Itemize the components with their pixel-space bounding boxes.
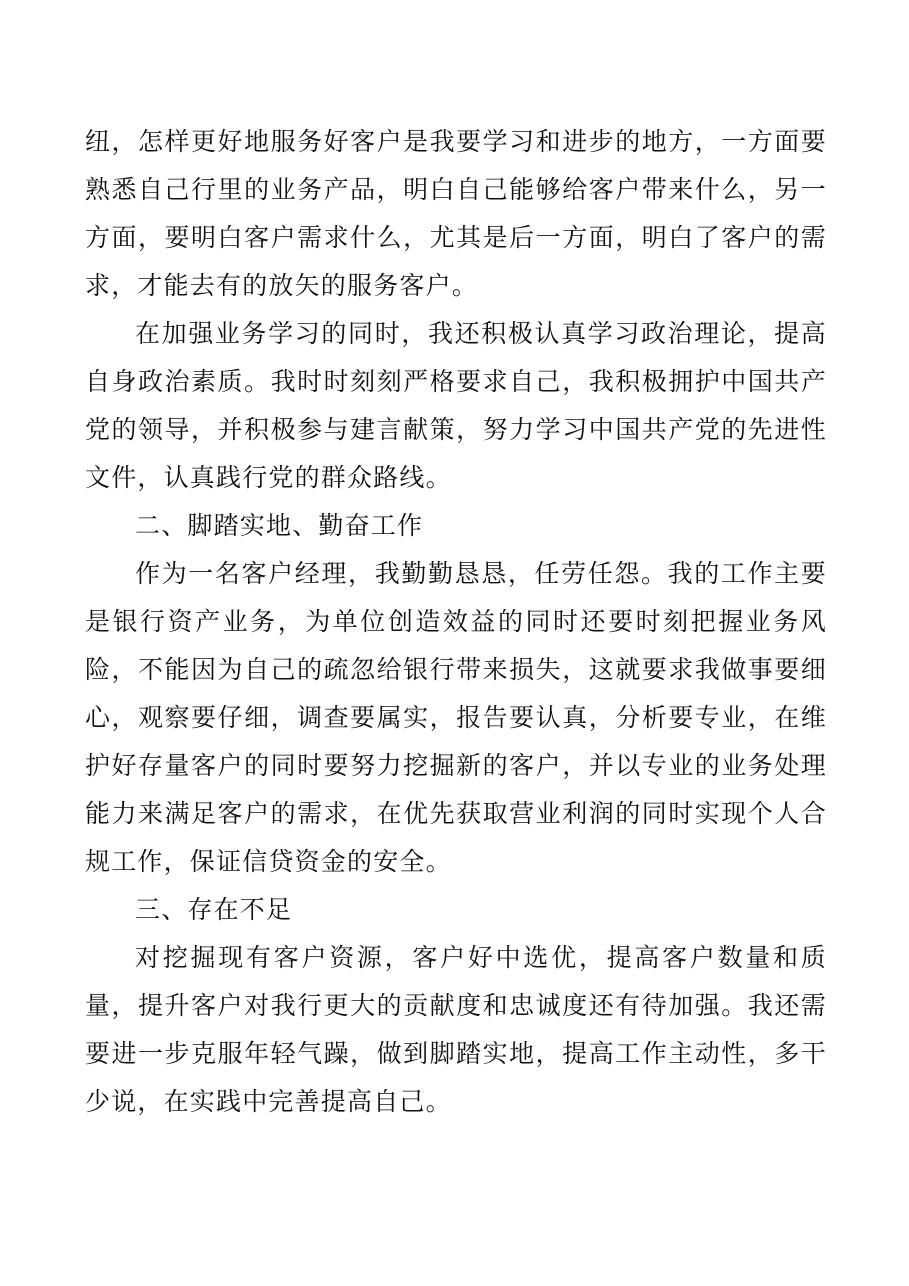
section-heading-3: 三、存在不足 <box>135 895 293 924</box>
document-body <box>85 118 827 1126</box>
section-heading-2: 二、脚踏实地、勤奋工作 <box>135 511 424 540</box>
paragraph-shortcomings: 对挖掘现有客户资源，客户好中选优，提高客户数量和质量，提升客户对我行更大的贡献度和忠诚度还有待加强。我还需要进一步克服年轻气躁，做到脚踏实地，提高工作主动性，多干少说，在实践中完善提高自己。 <box>85 943 827 1116</box>
paragraph-political-study: 在加强业务学习的同时，我还积极认真学习政治理论，提高自身政治素质。我时时刻刻严格要求自己，我积极拥护中国共产党的领导，并积极参与建言献策，努力学习中国共产党的先进性文件，认真践行党的群众路线。 <box>85 319 827 492</box>
paragraph-continued: 纽，怎样更好地服务好客户是我要学习和进步的地方，一方面要熟悉自己行里的业务产品，明白自己能够给客户带来什么，另一方面，要明白客户需求什么，尤其是后一方面，明白了客户的需求，才能去有的放矢的服务客户。 <box>85 127 827 300</box>
paragraph-work: 作为一名客户经理，我勤勤恳恳，任劳任怨。我的工作主要是银行资产业务，为单位创造效益的同时还要时刻把握业务风险，不能因为自己的疏忽给银行带来损失，这就要求我做事要细心，观察要仔细，调查要属实，报告要认真，分析要专业，在维护好存量客户的同时要努力挖掘新的客户，并以专业的业务处理能力来满足客户的需求，在优先获取营业利润的同时实现个人合规工作，保证信贷资金的安全。 <box>85 559 827 876</box>
